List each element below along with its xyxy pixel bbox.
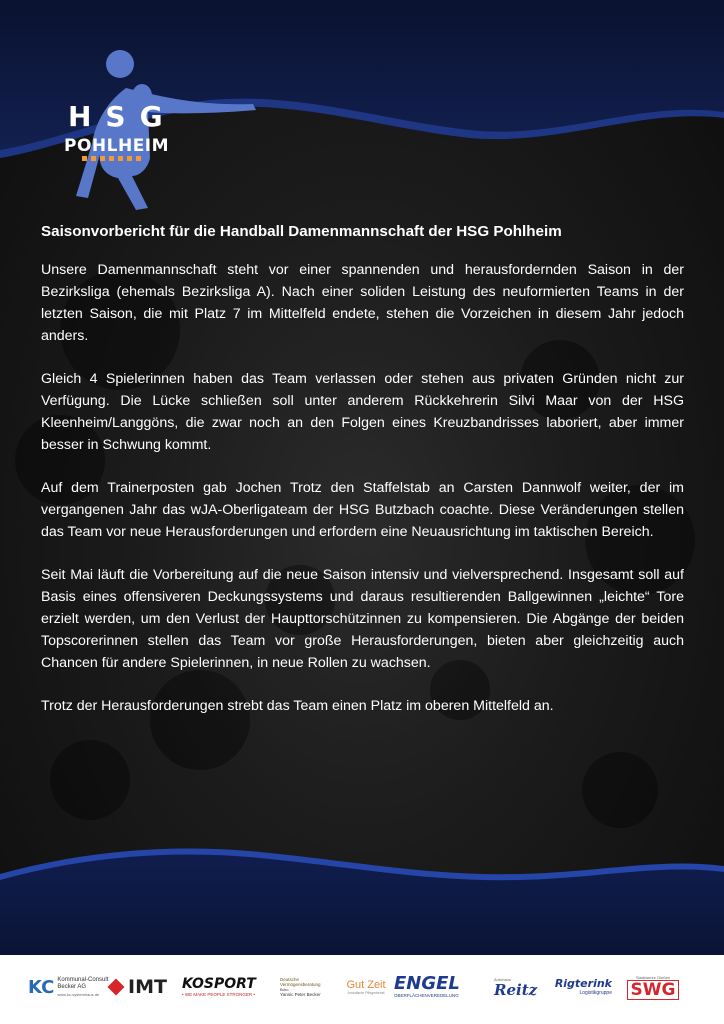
imt-diamond-icon xyxy=(108,979,125,996)
sponsor-rigterink xyxy=(542,971,612,1003)
article xyxy=(41,222,684,738)
sponsor-swg xyxy=(620,971,686,1003)
reitz-top: Autohaus xyxy=(494,976,511,982)
engel-sub: OBERFLÄCHENVEREDELUNG xyxy=(394,993,459,998)
swg-name: SWG xyxy=(627,980,680,1000)
rigterink-name: Rigterink xyxy=(554,977,612,990)
kc-mark: KC xyxy=(28,976,55,998)
kosport-name: KOSPORT xyxy=(182,975,256,992)
sponsor-reitz xyxy=(494,971,536,1003)
gutzeit-name: Gut Zeit xyxy=(346,978,386,991)
swg-top: Stadtwerke Gießen xyxy=(635,974,671,980)
kosport-tagline: • WE MAKE PEOPLE STRONGER • xyxy=(182,991,255,997)
club-logo xyxy=(48,48,268,218)
sponsor-vermoegensberatung xyxy=(280,971,338,1003)
imt-name: IMT xyxy=(128,976,167,998)
dvag-line4: Yannic Peter Becker xyxy=(280,992,321,997)
handball-player-icon xyxy=(48,48,268,218)
sponsor-gutzeit xyxy=(342,971,390,1003)
dvag-line1: Deutsche xyxy=(280,977,300,982)
paragraph-3: Auf dem Trainerposten gab Jochen Trotz den Staffelstab an Carsten Dannwolf weiter, der im vergangenen Jahr das wJA-Oberligateam der HSG Butzbach coachte. Diese Veränderungen stellen das Team vor neue Herausforderungen und erfordern eine Neuausrichtung im taktischen Bereich. xyxy=(41,480,684,540)
paragraph-4: Seit Mai läuft die Vorbereitung auf die neue Saison intensiv und vielversprechend. Insgesamt soll auf Basis eines offensiveren Deckungssystems und daraus resultierenden Ballgewinnen „leichte“ Tore erzielt werden, um den Verlust der Haupttorschützinnen zu kompensieren. Die Abgänge der beiden Topscorerinnen stellen das Team vor große Herausforderungen, bieten aber gleichzeitig auch Chancen für andere Spielerinnen, in neue Rollen zu wachsen. xyxy=(41,567,684,671)
gutzeit-sub: Ambulante Pflegedienst xyxy=(347,990,385,995)
dvag-line3: Büro xyxy=(280,987,289,992)
reitz-name: Reitz xyxy=(494,980,538,999)
logo-club-name: POHLHEIM xyxy=(64,136,170,156)
logo-hsg-text: HSG xyxy=(68,100,177,133)
kc-line1: Kommunal-Consult xyxy=(57,976,109,983)
kc-line2: Becker AG xyxy=(57,983,87,990)
paragraph-2: Gleich 4 Spielerinnen haben das Team verlassen oder stehen aus privaten Gründen nicht zur Verfügung. Die Lücke schließen soll unter anderem Rückkehrerin Silvi Maar von der HSG Kleenheim/Langgöns, die zwar noch an den Folgen eines Kreuzbandrisses laboriert, aber immer besser in Schwung kommt. xyxy=(41,371,684,453)
kc-line3: www.kc-systemhaus.de xyxy=(57,991,100,997)
paragraph-1: Unsere Damenmannschaft steht vor einer spannenden und herausfordernden Saison in der Bezirksliga (ehemals Bezirksliga A). Nach einer soliden Leistung des neuformierten Teams in der letzten Saison, die mit Platz 7 im Mittelfeld endete, stehen die Vorzeichen in diesem Jahr jedoch anders. xyxy=(41,262,684,344)
sponsor-engel xyxy=(394,971,486,1003)
sponsor-kosport xyxy=(182,971,274,1003)
paragraph-5: Trotz der Herausforderungen strebt das Team einen Platz im oberen Mittelfeld an. xyxy=(41,698,554,714)
article-title: Saisonvorbericht für die Handball Damenmannschaft der HSG Pohlheim xyxy=(41,223,562,240)
rigterink-sub: Logistikgruppe xyxy=(579,990,612,996)
sponsor-imt xyxy=(110,971,178,1003)
sponsor-bar xyxy=(0,955,724,1024)
engel-name: ENGEL xyxy=(394,973,460,994)
sponsor-kc xyxy=(28,971,109,1003)
dvag-line2: Vermögensberatung xyxy=(280,982,321,987)
